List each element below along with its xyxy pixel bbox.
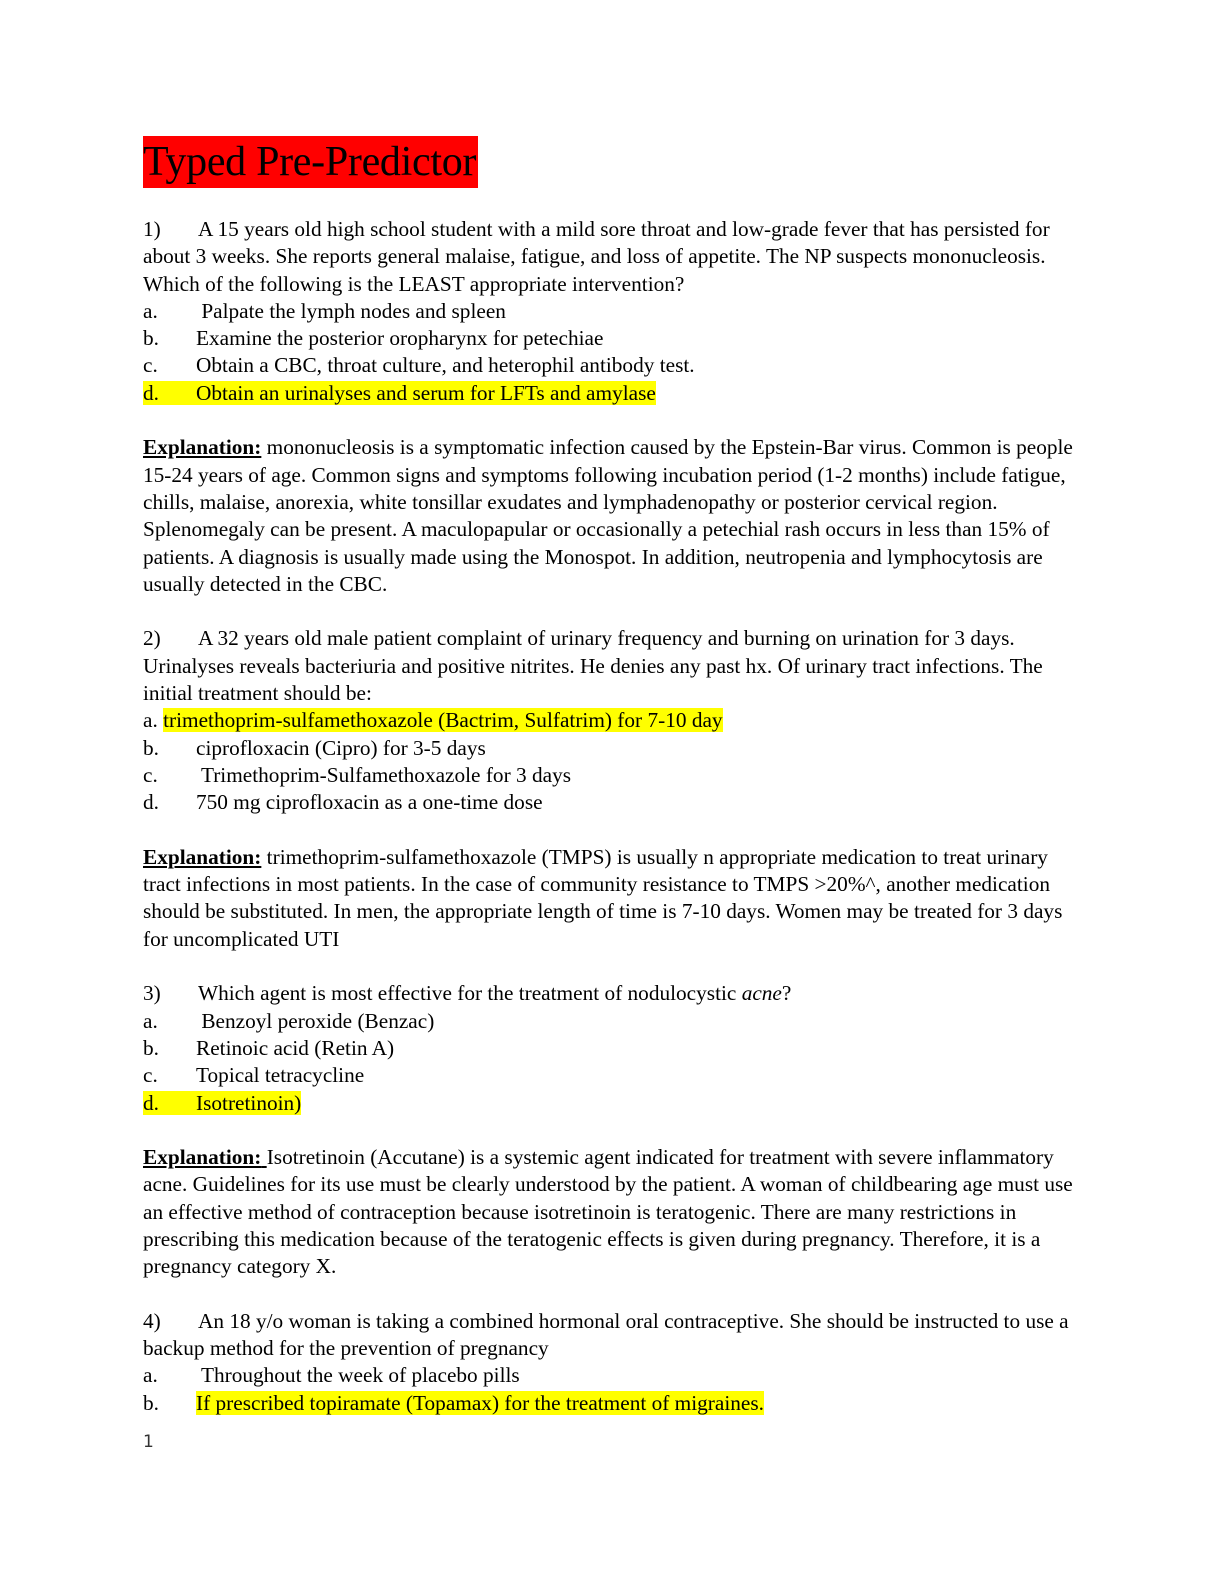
option-a-correct: a. trimethoprim-sulfamethoxazole (Bactrim, Sulfatrim) for 7-10 day [143,708,723,733]
explanation: Explanation: Isotretinoin (Accutane) is a systemic agent indicated for treatment with severe inflammatory acne. Guidelines for its use must be clearly understood by the patient. A woman of childbearing age must use an effective method of contraception because isotretinoin is teratogenic. There are many restrictions in prescribing this medication because of the teratogenic effects is given during pregnancy. Therefore, it is a pregnancy category X. [143,1145,1073,1279]
option-b: b. Retinoic acid (Retin A) [143,1035,395,1060]
question-stem: 1) A 15 years old high school student with a mild sore throat and low-grade fever that has persisted for about 3 weeks. She reports general malaise, fatigue, and loss of appetite. The NP suspects mononucleosis. Which of the following is the LEAST appropriate intervention? [143,217,1050,296]
question-stem: 2) A 32 years old male patient complaint of urinary frequency and burning on urination for 3 days. Urinalyses reveals bacteriuria and positive nitrites. He denies any past hx. Of urinary tract infections. The initial treatment should be: [143,626,1043,706]
question-1 [143,216,1083,598]
question-stem: 4) An 18 y/o woman is taking a combined hormonal oral contraceptive. She should be instructed to use a backup method for the prevention of pregnancy [143,1308,1069,1361]
question-stem: 3) Which agent is most effective for the treatment of nodulocystic acne? [143,980,1083,1007]
question-2 [143,625,1083,953]
option-a: a. Benzoyl peroxide (Benzac) [143,1008,435,1033]
explanation-label: Explanation: [143,1145,262,1170]
question-number: 3) [143,981,161,1006]
explanation-label: Explanation: [143,435,262,460]
option-b: b. Examine the posterior oropharynx for petechiae [143,326,604,351]
explanation: Explanation: mononucleosis is a symptomatic infection caused by the Epstein-Bar virus. Common is people 15-24 years of age. Common signs and symptoms following incubation period (1-2 months) include fatigue, chills, malaise, anorexia, white tonsillar exudates and lymphadenopathy or posterior cervical region. Splenomegaly can be present. A maculopapular or occasionally a petechial rash occurs in less than 15% of patients. A diagnosis is usually made using the Monospot. In addition, neutropenia and lymphocytosis are usually detected in the CBC. [143,435,1073,596]
option-a: a. Palpate the lymph nodes and spleen [143,298,506,323]
explanation-label: Explanation: [143,844,262,869]
question-number: 1) [143,217,161,241]
document-content [143,136,1083,1417]
option-b-correct: b. If prescribed topiramate (Topamax) for the treatment of migraines. [143,1390,764,1415]
option-b: b. ciprofloxacin (Cipro) for 3-5 days [143,735,486,760]
page-number: 1 [143,1432,154,1452]
option-d-correct: d. Isotretinoin) [143,1090,302,1115]
document-title: Typed Pre-Predictor [143,136,478,188]
question-number: 4) [143,1308,161,1333]
option-a: a. Throughout the week of placebo pills [143,1363,520,1388]
question-4 [143,1308,1083,1417]
explanation: Explanation: trimethoprim-sulfamethoxazole (TMPS) is usually n appropriate medication to treat urinary tract infections in most patients. In the case of community resistance to TMPS >20%^, another medication should be substituted. In men, the appropriate length of time is 7-10 days. Women may be treated for 3 days for uncomplicated UTI [143,844,1063,951]
option-d: d. 750 mg ciprofloxacin as a one-time dose [143,790,543,815]
option-c: c. Obtain a CBC, throat culture, and heterophil antibody test. [143,353,695,378]
option-d-correct: d. Obtain an urinalyses and serum for LFTs and amylase [143,380,656,405]
option-c: c. Trimethoprim-Sulfamethoxazole for 3 days [143,762,572,787]
question-number: 2) [143,626,161,651]
question-3 [143,980,1083,1280]
option-c: c. Topical tetracycline [143,1063,365,1088]
